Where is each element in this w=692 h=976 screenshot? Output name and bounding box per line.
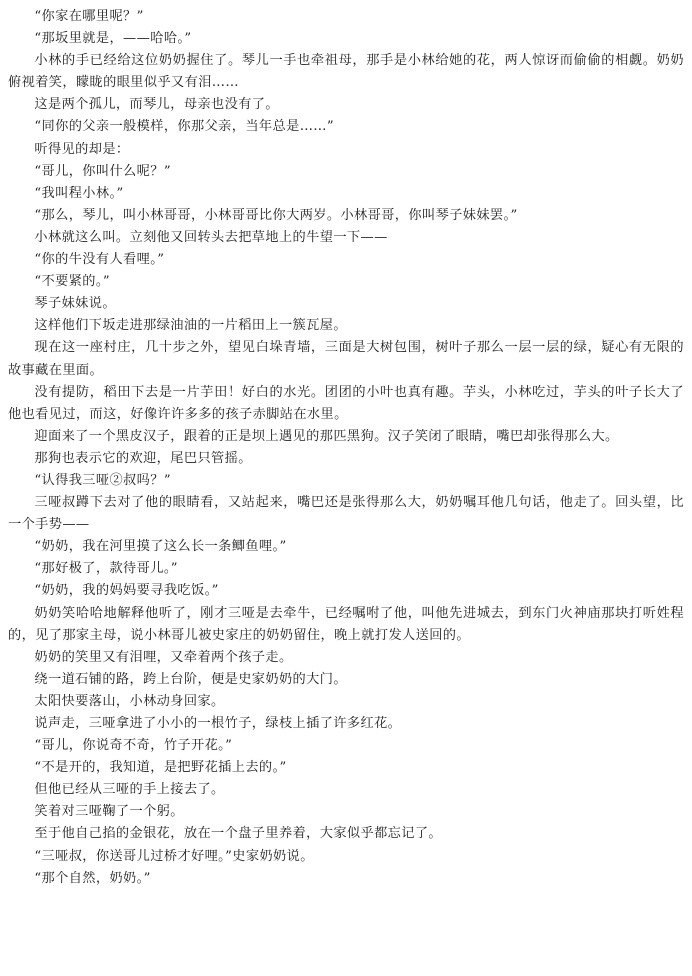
paragraph: 奶奶的笑里又有泪哩，又牵着两个孩子走。	[34, 649, 293, 665]
paragraph: 这样他们下坂走进那绿油油的一片稻田上一簇瓦屋。	[34, 318, 347, 334]
paragraph: “那好极了，款待哥儿。”	[34, 561, 178, 577]
paragraph: 笑着对三哑鞠了一个躬。	[34, 804, 184, 820]
paragraph: 迎面来了一个黑皮汉子，跟着的正是坝上遇见的那匹黑狗。汉子笑闭了眼睛，嘴巴却张得那么大。	[34, 428, 619, 444]
paragraph: “哥儿，你说奇不奇，竹子开花。”	[34, 738, 233, 754]
paragraph: 这是两个孤儿，而琴儿，母亲也没有了。	[34, 97, 279, 113]
paragraph: 没有提防，稻田下去是一片芋田！好白的水光。团团的小叶也真有趣。芋头，小林吃过，芋头的叶子长大了他也看见过，而这，好像许许多多的孩子赤脚站在水里。	[8, 384, 684, 422]
paragraph: “哥儿，你叫什么呢？”	[34, 163, 171, 179]
paragraph: 现在这一座村庄，几十步之外，望见白垛青墙，三面是大树包围，树叶子那么一层一层的绿，疑心有无限的故事藏在里面。	[8, 340, 684, 378]
paragraph: “同你的父亲一般模样，你那父亲，当年总是……”	[34, 119, 335, 135]
paragraph: 琴子妹妹说。	[34, 296, 116, 312]
paragraph: 三哑叔蹲下去对了他的眼睛看，又站起来，嘴巴还是张得那么大，奶奶嘱耳他几句话，他走了。回头望，比一个手势——	[8, 495, 684, 533]
paragraph: “不是开的，我知道，是把野花插上去的。”	[34, 760, 287, 776]
paragraph: 奶奶笑哈哈地解释他听了，刚才三哑是去牵牛，已经嘱咐了他，叫他先进城去，到东门火神庙那块打听姓程的，见了那家主母，说小林哥儿被史家庄的奶奶留住，晚上就打发人送回的。	[8, 605, 684, 643]
paragraph: “我叫程小林。”	[34, 185, 124, 201]
paragraph: “那么，琴儿，叫小林哥哥，小林哥哥比你大两岁。小林哥哥，你叫琴子妹妹罢。”	[34, 207, 518, 223]
paragraph: 说声走，三哑拿进了小小的一根竹子，绿枝上插了许多红花。	[34, 716, 402, 731]
paragraph: “不要紧的。”	[34, 274, 111, 290]
paragraph: “奶奶，我的妈妈要寻我吃饭。”	[34, 583, 219, 599]
paragraph-with-footnote: “认得我三哑②叔吗？”	[34, 472, 171, 488]
paragraph: “奶奶，我在河里摸了这么长一条鲫鱼哩。”	[34, 539, 287, 555]
paragraph: 绕一道石铺的路，跨上台阶，便是史家奶奶的大门。	[34, 671, 347, 687]
paragraph: 听得见的却是：	[34, 141, 130, 157]
paragraph: 太阳快要落山，小林动身回家。	[34, 693, 225, 709]
paragraph: “你家在哪里呢？”	[34, 9, 144, 24]
paragraph: “那个自然，奶奶。”	[34, 870, 151, 886]
paragraph: 小林就这么叫。立刻他又回转头去把草地上的牛望一下——	[34, 229, 388, 245]
paragraph: 至于他自己掐的金银花，放在一个盘子里养着，大家似乎都忘记了。	[34, 826, 443, 842]
paragraph: “那坂里就是，——哈哈。”	[34, 31, 192, 47]
paragraph: “你的牛没有人看哩。”	[34, 252, 165, 268]
paragraph: 但他已经从三哑的手上接去了。	[34, 782, 225, 798]
paragraph: 那狗也表示它的欢迎，尾巴只管摇。	[34, 450, 252, 466]
paragraph: 小林的手已经给这位奶奶握住了。琴儿一手也牵祖母，那手是小林给她的花，两人惊讶而偷偷的相觑。奶奶俯视着笑，矇眬的眼里似乎又有泪……	[8, 53, 684, 91]
paragraph: “三哑叔，你送哥儿过桥才好哩。”史家奶奶说。	[34, 848, 314, 864]
